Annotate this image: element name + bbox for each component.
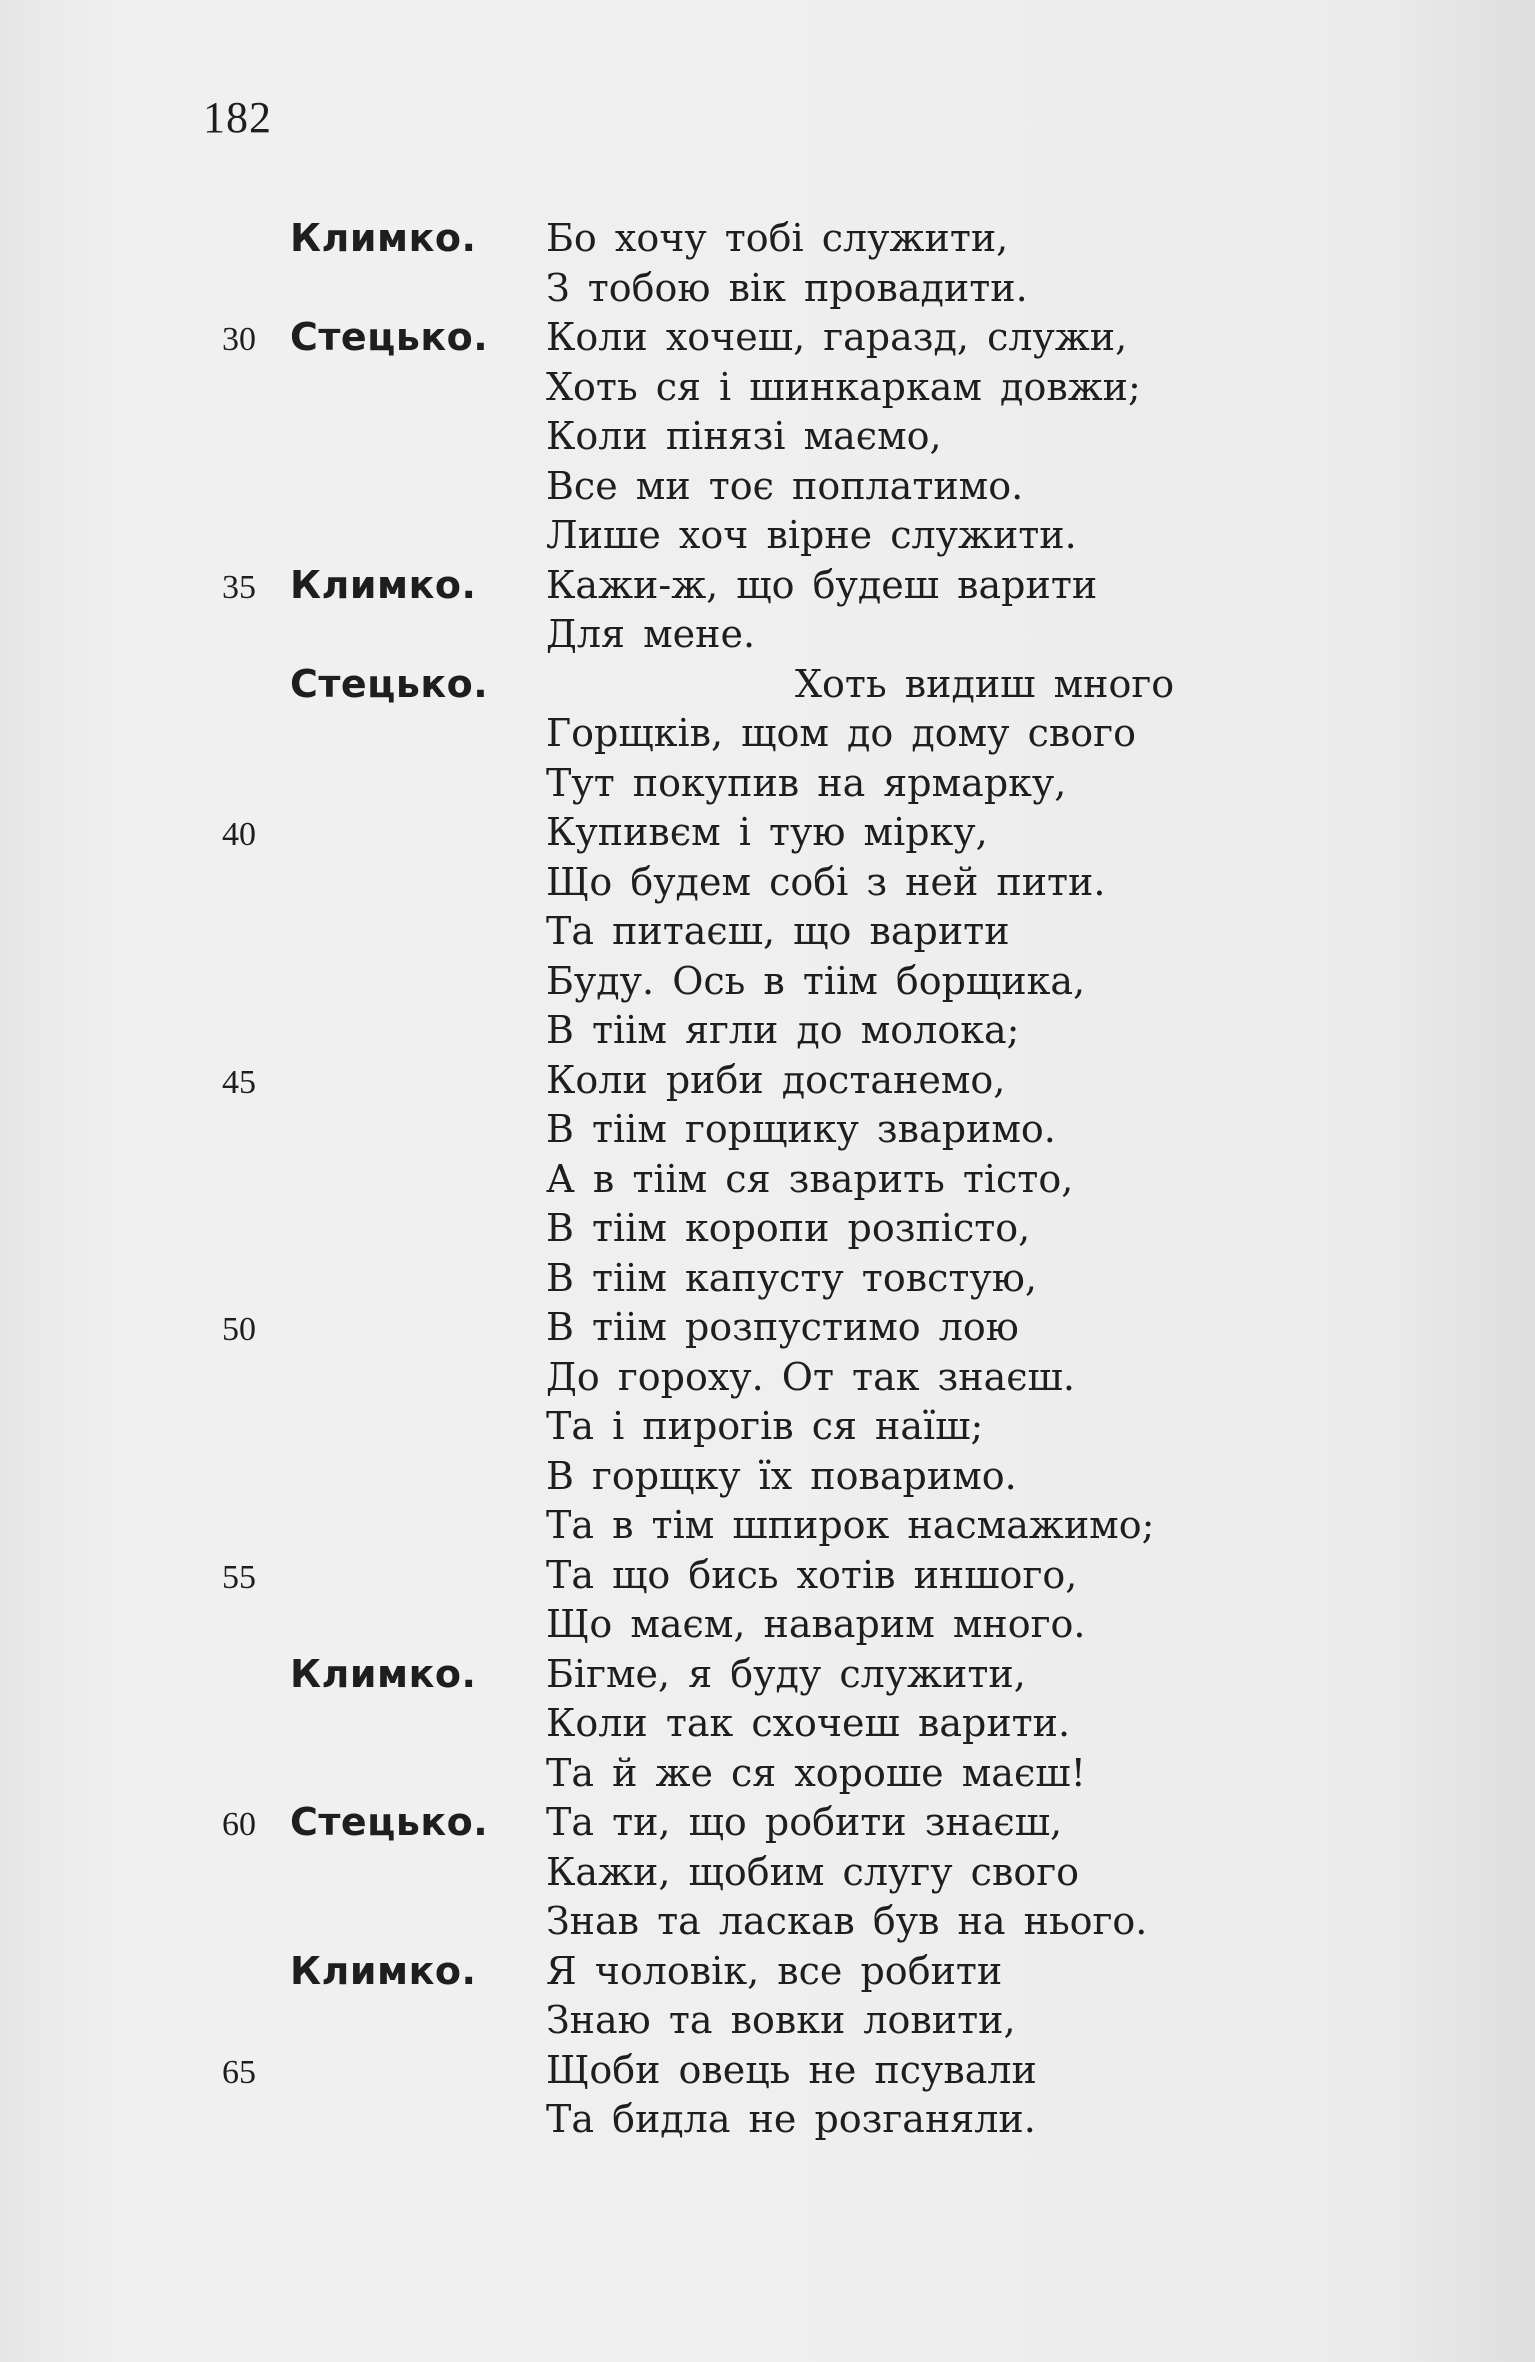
verse-line bbox=[0, 959, 1535, 1009]
verse-line bbox=[0, 563, 1535, 613]
speaker-name: Стецько. bbox=[290, 1800, 489, 1844]
verse-text: Для мене. bbox=[546, 612, 756, 656]
line-number: 35 bbox=[222, 568, 256, 606]
verse-line bbox=[0, 1404, 1535, 1454]
verse-line bbox=[0, 1751, 1535, 1801]
verse-text: Хоть видиш много bbox=[795, 661, 1175, 706]
verse-line bbox=[0, 513, 1535, 563]
verse-line bbox=[0, 612, 1535, 662]
verse-line bbox=[0, 1949, 1535, 1999]
verse-line bbox=[0, 266, 1535, 316]
verse-line bbox=[0, 2097, 1535, 2147]
verse-text: Коли риби достанемо, bbox=[546, 1057, 1006, 1102]
verse-line bbox=[0, 662, 1535, 712]
line-number: 40 bbox=[222, 816, 256, 853]
verse-line bbox=[0, 860, 1535, 910]
verse-line bbox=[0, 1256, 1535, 1306]
verse-text: Щоби овець не псували bbox=[546, 2047, 1037, 2092]
line-number: 65 bbox=[222, 2053, 256, 2091]
verse-line bbox=[0, 1058, 1535, 1108]
verse-line bbox=[0, 414, 1535, 464]
verse-line bbox=[0, 1553, 1535, 1603]
verse-line bbox=[0, 1602, 1535, 1652]
verse-line bbox=[0, 1008, 1535, 1058]
speaker-name: Климко. bbox=[290, 562, 477, 607]
line-number: 30 bbox=[222, 321, 256, 358]
verse-line bbox=[0, 1157, 1535, 1207]
verse-text: Що будем собі з ней пити. bbox=[546, 859, 1106, 904]
verse-text: В тіім горщику зваримо. bbox=[546, 1107, 1056, 1151]
verse-text: Я чоловік, все робити bbox=[546, 1948, 1003, 1993]
verse-text: Купивєм і тую мірку, bbox=[546, 810, 988, 854]
verse-text: Горщків, щом до дому свого bbox=[546, 711, 1136, 755]
speaker-name: Стецько. bbox=[290, 661, 489, 706]
verse-text: В тіім розпустимо лою bbox=[546, 1305, 1019, 1349]
verse-text: Коли хочеш, гаразд, служи, bbox=[546, 315, 1128, 359]
verse-line bbox=[0, 1998, 1535, 2048]
verse-text: Знав та ласкав був на нього. bbox=[546, 1899, 1148, 1943]
verse-text: До гороху. От так знаєш. bbox=[546, 1354, 1075, 1399]
verse-text: Та й же ся хороше маєш! bbox=[546, 1750, 1086, 1795]
verse-line bbox=[0, 464, 1535, 514]
verse-text: В тіім коропи розпісто, bbox=[546, 1206, 1031, 1250]
verse-text: Лише хоч вірне служити. bbox=[546, 513, 1077, 557]
verse-text: Та що бись хотів иншого, bbox=[546, 1552, 1078, 1597]
verse-text: Кажи, щобим слугу свого bbox=[546, 1849, 1080, 1894]
verse-text: Та ти, що робити знаєш, bbox=[546, 1800, 1063, 1844]
verse-text: Бо хочу тобі служити, bbox=[546, 216, 1009, 260]
speaker-name: Климко. bbox=[290, 216, 477, 260]
verse-line bbox=[0, 909, 1535, 959]
verse-line bbox=[0, 365, 1535, 415]
verse-text: В горщку їх поваримо. bbox=[546, 1453, 1017, 1498]
verse-text: Що маєм, наварим много. bbox=[546, 1602, 1086, 1646]
speaker-name: Климко. bbox=[290, 1651, 477, 1696]
verse-text: В тіім капусту товстую, bbox=[546, 1255, 1037, 1300]
speaker-name: Стецько. bbox=[290, 315, 489, 359]
verse-line bbox=[0, 1850, 1535, 1900]
verse-text: З тобою вік провадити. bbox=[546, 265, 1028, 310]
speaker-name: Климко. bbox=[290, 1948, 477, 1993]
verse-line bbox=[0, 810, 1535, 860]
verse-text: Буду. Ось в тіім борщика, bbox=[546, 958, 1086, 1003]
verse-line bbox=[0, 1206, 1535, 1256]
line-number: 45 bbox=[222, 1063, 256, 1101]
verse-text: В тіім ягли до молока; bbox=[546, 1008, 1020, 1052]
verse-text: Тут покупив на ярмарку, bbox=[546, 760, 1067, 805]
line-number: 50 bbox=[222, 1311, 256, 1348]
verse-line bbox=[0, 2048, 1535, 2098]
verse-text: Знаю та вовки ловити, bbox=[546, 1998, 1016, 2042]
verse-text: Кажи-ж, що будеш варити bbox=[546, 562, 1098, 607]
verse-text: А в тіім ся зварить тісто, bbox=[546, 1156, 1074, 1201]
verse-text: Все ми тоє поплатимо. bbox=[546, 463, 1024, 508]
verse-line bbox=[0, 761, 1535, 811]
line-number: 60 bbox=[222, 1806, 256, 1843]
verse-line bbox=[0, 1701, 1535, 1751]
verse-text: Та бидла не розганяли. bbox=[546, 2097, 1036, 2141]
verse-line bbox=[0, 315, 1535, 365]
verse-line bbox=[0, 216, 1535, 266]
verse-line bbox=[0, 1503, 1535, 1553]
verse-line bbox=[0, 1355, 1535, 1405]
verse-line bbox=[0, 1107, 1535, 1157]
verse-text: Коли так схочеш варити. bbox=[546, 1701, 1071, 1745]
verse-line bbox=[0, 1454, 1535, 1504]
verse-line bbox=[0, 1899, 1535, 1949]
page-number: 182 bbox=[203, 93, 272, 142]
verse-line bbox=[0, 1652, 1535, 1702]
line-number: 55 bbox=[222, 1558, 256, 1596]
verse-text: Та і пирогів ся наїш; bbox=[546, 1404, 984, 1448]
verse-line bbox=[0, 1800, 1535, 1850]
verse-text: Та питаєш, що варити bbox=[546, 909, 1010, 953]
verse-text: Коли пінязі маємо, bbox=[546, 414, 942, 458]
verse-text: Бігме, я буду служити, bbox=[546, 1651, 1026, 1696]
verse-line bbox=[0, 1305, 1535, 1355]
verse-text: Хоть ся і шинкаркам довжи; bbox=[546, 364, 1141, 409]
verse-line bbox=[0, 711, 1535, 761]
verse-text: Та в тім шпирок насмажимо; bbox=[546, 1503, 1155, 1547]
